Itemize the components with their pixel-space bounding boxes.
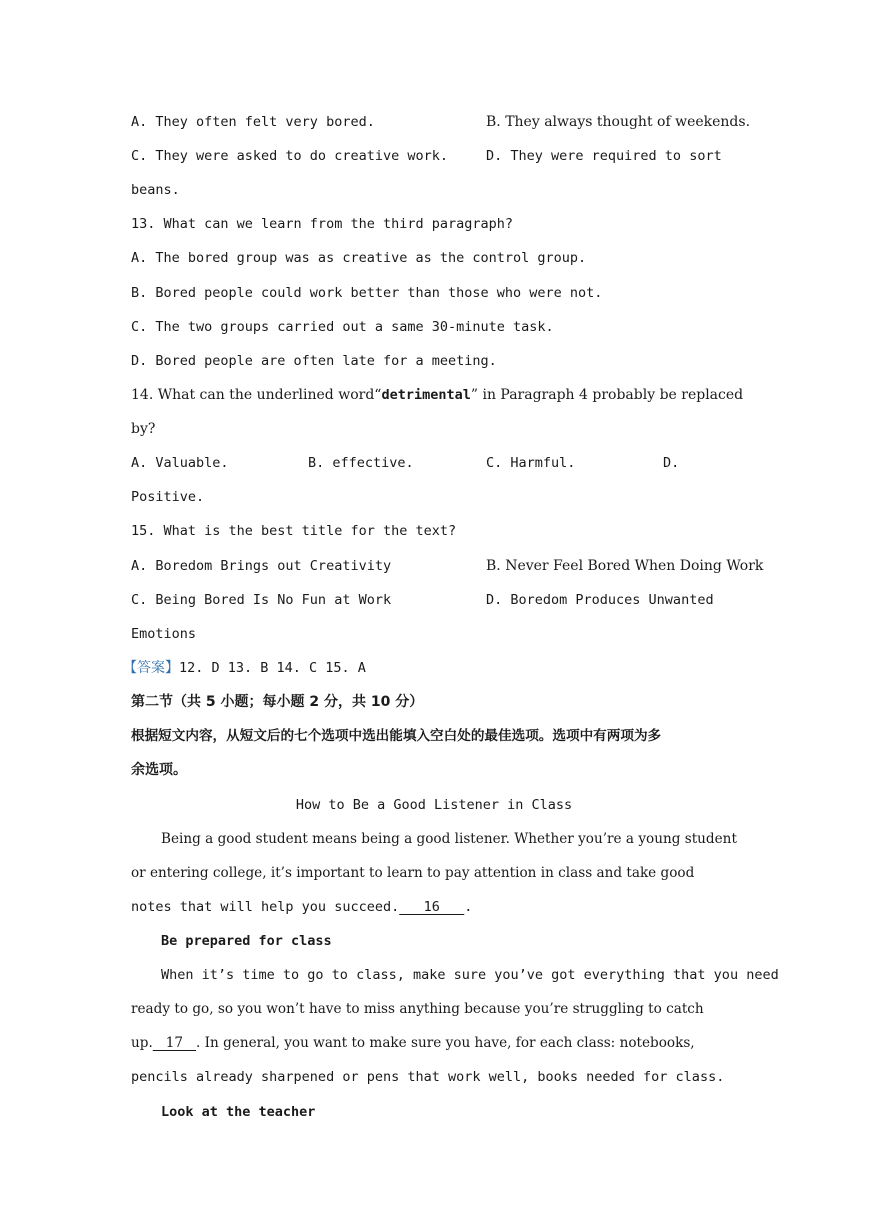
passage-p2-line3-start: up. (131, 1035, 153, 1051)
q13-option-a: A. The bored group was as creative as the control group. (131, 250, 587, 266)
passage-p2-line2: ready to go, so you won’t have to miss anything because you’re struggling to catch (131, 1001, 704, 1017)
q14-option-a: A. Valuable. (131, 455, 229, 471)
passage-p1-line3 (131, 897, 737, 917)
blank-16: 16 (399, 899, 465, 915)
section2-instruction-continued: 余选项。 (131, 762, 187, 778)
passage-p2-line3-text: . In general, you want to make sure you have, for each class: notebooks, (196, 1035, 695, 1051)
section2-instruction: 根据短文内容，从短文后的七个选项中选出能填入空白处的最佳选项。选项中有两项为多 (131, 728, 662, 744)
answer-text: 12. D 13. B 14. C 15. A (179, 660, 366, 676)
q15-option-b: B. Never Feel Bored When Doing Work (486, 558, 764, 574)
answer-line (123, 658, 737, 678)
passage-title: How to Be a Good Listener in Class (295, 797, 573, 813)
q14-option-d-continued: Positive. (131, 489, 205, 505)
q14-stem-continued: by? (131, 421, 156, 437)
passage-p1-line3-end: . (464, 899, 473, 915)
q15-stem: 15. What is the best title for the text? (131, 523, 457, 539)
passage-p1-line1: Being a good student means being a good listener. Whether you’re a young student (161, 831, 737, 847)
passage-p1-line2: or entering college, it’s important to learn to pay attention in class and take good (131, 865, 695, 881)
passage-p2-line1: When it’s time to go to class, make sure you’ve got everything that you need (161, 967, 779, 983)
q14-underlined-word: detrimental (381, 387, 471, 403)
passage-p2-line4: pencils already sharpened or pens that work well, books needed for class. (131, 1069, 725, 1085)
q15-option-d: D. Boredom Produces Unwanted (486, 592, 714, 608)
q13-option-b: B. Bored people could work better than those who were not. (131, 285, 603, 301)
q14-stem-prefix: 14. What can the underlined word“ (131, 387, 382, 403)
q14-option-c: C. Harmful. (486, 455, 576, 471)
q13-option-d: D. Bored people are often late for a meeting. (131, 353, 497, 369)
q15-option-a: A. Boredom Brings out Creativity (131, 558, 392, 574)
q12-option-d: D. They were required to sort (486, 148, 722, 164)
q14-option-b: B. effective. (308, 455, 414, 471)
q14-option-d: D. (663, 455, 680, 471)
q14-stem-suffix: ” in Paragraph 4 probably be replaced (470, 387, 744, 403)
passage-p1-line3-text: notes that will help you succeed. (131, 899, 400, 915)
passage-subheading-teacher: Look at the teacher (161, 1104, 316, 1120)
section2-heading: 第二节（共 5 小题；每小题 2 分，共 10 分） (131, 694, 424, 710)
q15-option-d-continued: Emotions (131, 626, 197, 642)
blank-17: 17 (152, 1035, 197, 1051)
q12-option-a: A. They often felt very bored. (131, 114, 375, 130)
q15-option-c: C. Being Bored Is No Fun at Work (131, 592, 392, 608)
passage-p2-line3 (131, 1033, 737, 1053)
passage-subheading-prepared: Be prepared for class (161, 933, 332, 949)
q12-option-c: C. They were asked to do creative work. (131, 148, 448, 164)
q13-stem: 13. What can we learn from the third paragraph? (131, 216, 514, 232)
q13-option-c: C. The two groups carried out a same 30-minute task. (131, 319, 554, 335)
q12-option-d-continued: beans. (131, 182, 180, 198)
answer-label: 【答案】 (123, 660, 179, 676)
q12-option-b: B. They always thought of weekends. (486, 114, 751, 130)
q14-stem (131, 385, 744, 405)
